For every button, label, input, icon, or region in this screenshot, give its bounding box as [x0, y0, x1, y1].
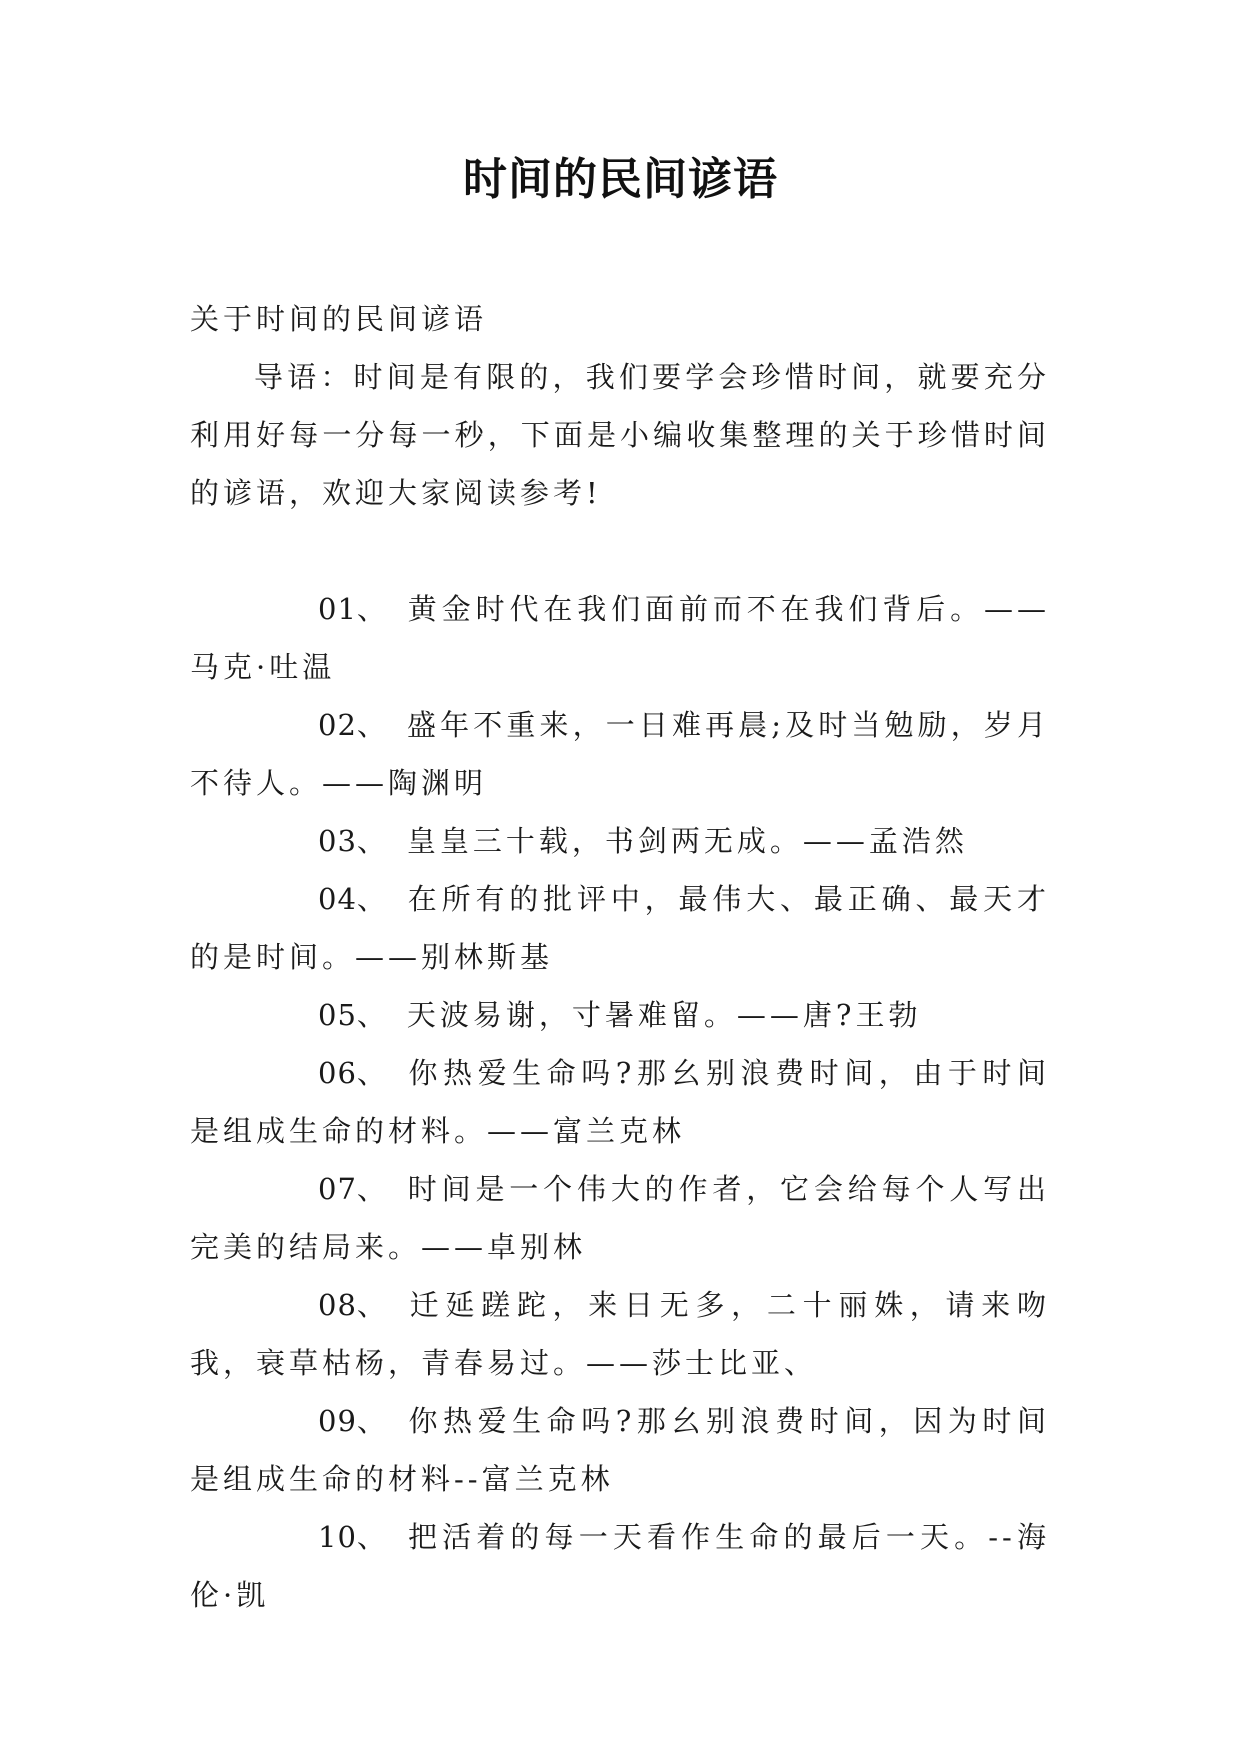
list-item	[190, 1044, 1050, 1160]
list-item	[190, 870, 1050, 986]
item-number: 08、	[318, 1288, 387, 1322]
item-text: 你热爱生命吗?那幺别浪费时间，因为时间是组成生命的材料--富兰克林	[190, 1404, 1050, 1496]
document-body	[190, 290, 1050, 1624]
list-item	[190, 1508, 1050, 1624]
item-text: 迁延蹉跎，来日无多，二十丽姝，请来吻我，衰草枯杨，青春易过。——莎士比亚、	[190, 1288, 1050, 1380]
item-text: 天波易谢，寸暑难留。——唐?王勃	[406, 998, 922, 1032]
item-number: 09、	[318, 1404, 387, 1438]
paragraph-spacer	[190, 522, 1050, 580]
intro-paragraph: 导语：时间是有限的，我们要学会珍惜时间，就要充分利用好每一分每一秒，下面是小编收集整理的关于珍惜时间的谚语，欢迎大家阅读参考!	[190, 360, 1050, 510]
item-number: 07、	[318, 1172, 387, 1206]
item-number: 04、	[318, 882, 387, 916]
item-text: 在所有的批评中，最伟大、最正确、最天才的是时间。——别林斯基	[190, 882, 1050, 974]
item-text: 黄金时代在我们面前而不在我们背后。——马克·吐温	[190, 592, 1050, 684]
document-subtitle: 关于时间的民间谚语	[190, 302, 488, 336]
list-item	[190, 986, 1050, 1044]
item-number: 06、	[318, 1056, 387, 1090]
list-item	[190, 696, 1050, 812]
list-item	[190, 1392, 1050, 1508]
item-text: 皇皇三十载，书剑两无成。——孟浩然	[406, 824, 968, 858]
list-item	[190, 812, 1050, 870]
document-title: 时间的民间谚语	[463, 154, 778, 205]
list-item	[190, 580, 1050, 696]
item-number: 02、	[318, 708, 387, 742]
list-item	[190, 1160, 1050, 1276]
item-text: 时间是一个伟大的作者，它会给每个人写出完美的结局来。——卓别林	[190, 1172, 1050, 1264]
item-text: 盛年不重来，一日难再晨;及时当勉励，岁月不待人。——陶渊明	[190, 708, 1050, 800]
item-number: 03、	[318, 824, 387, 858]
item-text: 你热爱生命吗?那幺别浪费时间，由于时间是组成生命的材料。——富兰克林	[190, 1056, 1050, 1148]
item-text: 把活着的每一天看作生命的最后一天。--海伦·凯	[190, 1520, 1050, 1612]
item-number: 10、	[318, 1520, 387, 1554]
list-item	[190, 1276, 1050, 1392]
item-number: 01、	[318, 592, 387, 626]
item-number: 05、	[318, 998, 387, 1032]
